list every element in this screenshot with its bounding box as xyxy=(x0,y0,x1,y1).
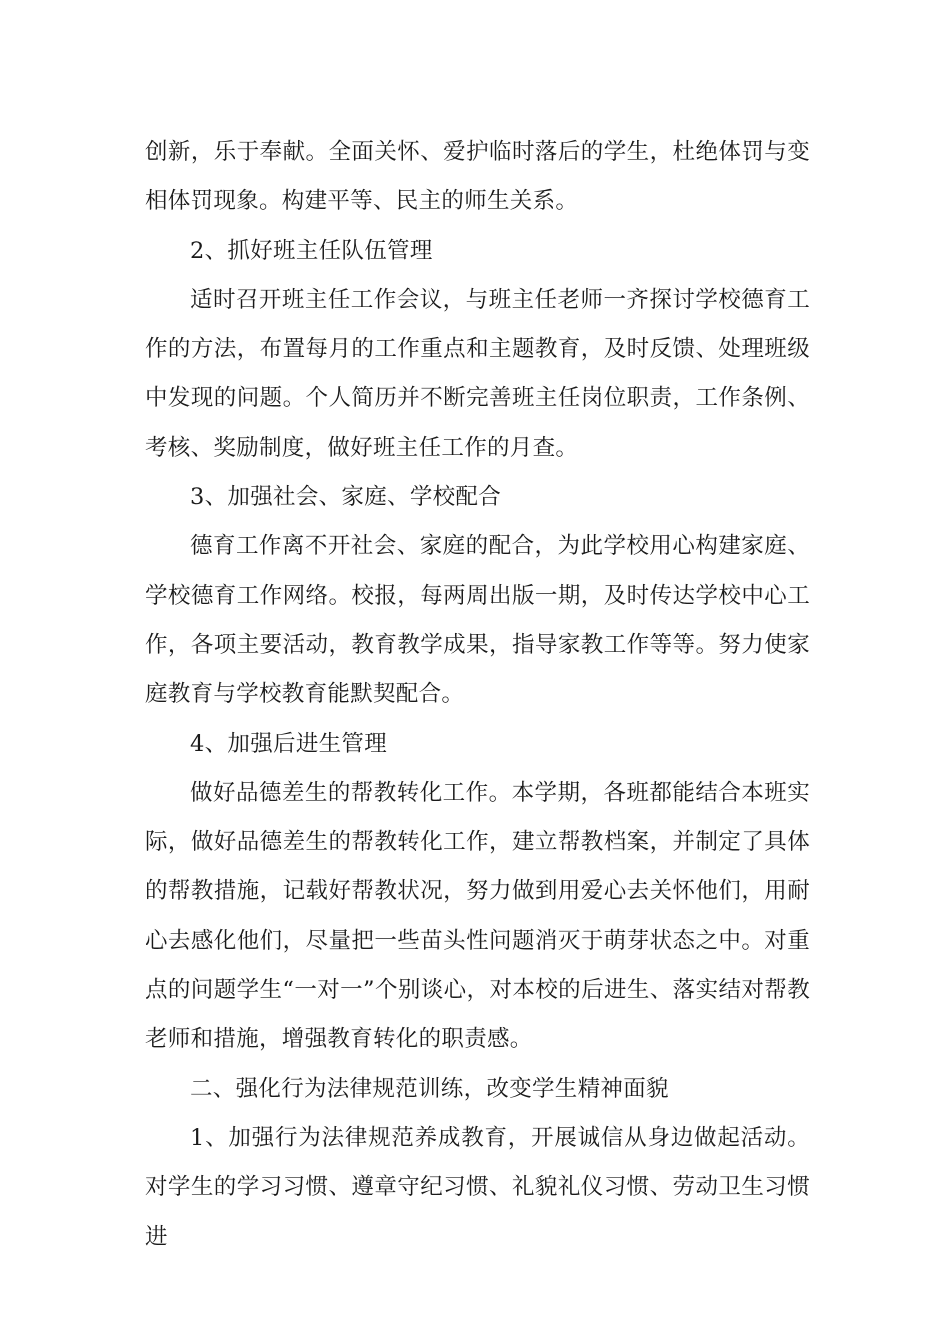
section-heading-2: 2、抓好班主任队伍管理 xyxy=(190,237,433,264)
paragraph-class-teacher-management: 适时召开班主任工作会议，与班主任老师一齐探讨学校德育工作的方法，布置每月的工作重点和主题教育，及时反馈、处理班级中发现的问题。个人简历并不断完善班主任岗位职责，工作条例、考核、奖励制度，做好班主任工作的月查。 xyxy=(145,286,810,461)
section-heading-3: 3、加强社会、家庭、学校配合 xyxy=(190,484,502,511)
paragraph-society-family-school: 德育工作离不开社会、家庭的配合，为此学校用心构建家庭、学校德育工作网络。校报，每两周出版一期，及时传达学校中心工作，各项主要活动，教育教学成果，指导家教工作等等。努力使家庭教育与学校教育能默契配合。 xyxy=(145,533,810,708)
document-body xyxy=(145,128,810,1262)
section-heading-part-2: 二、强化行为法律规范训练，改变学生精神面貌 xyxy=(190,1075,669,1102)
paragraph-behavior-norms: 1、加强行为法律规范养成教育，开展诚信从身边做起活动。对学生的学习习惯、遵章守纪习惯、礼貌礼仪习惯、劳动卫生习惯进 xyxy=(145,1124,810,1250)
section-heading-4: 4、加强后进生管理 xyxy=(190,730,388,757)
paragraph-underachiever-management: 做好品德差生的帮教转化工作。本学期，各班都能结合本班实际，做好品德差生的帮教转化工作，建立帮教档案，并制定了具体的帮教措施，记载好帮教状况，努力做到用爱心去关怀他们，用耐心去感化他们，尽量把一些苗头性问题消灭于萌芽状态之中。对重点的问题学生“一对一”个别谈心，对本校的后进生、落实结对帮教老师和措施，增强教育转化的职责感。 xyxy=(145,779,810,1053)
paragraph-continued: 创新，乐于奉献。全面关怀、爱护临时落后的学生，杜绝体罚与变相体罚现象。构建平等、民主的师生关系。 xyxy=(145,139,810,215)
